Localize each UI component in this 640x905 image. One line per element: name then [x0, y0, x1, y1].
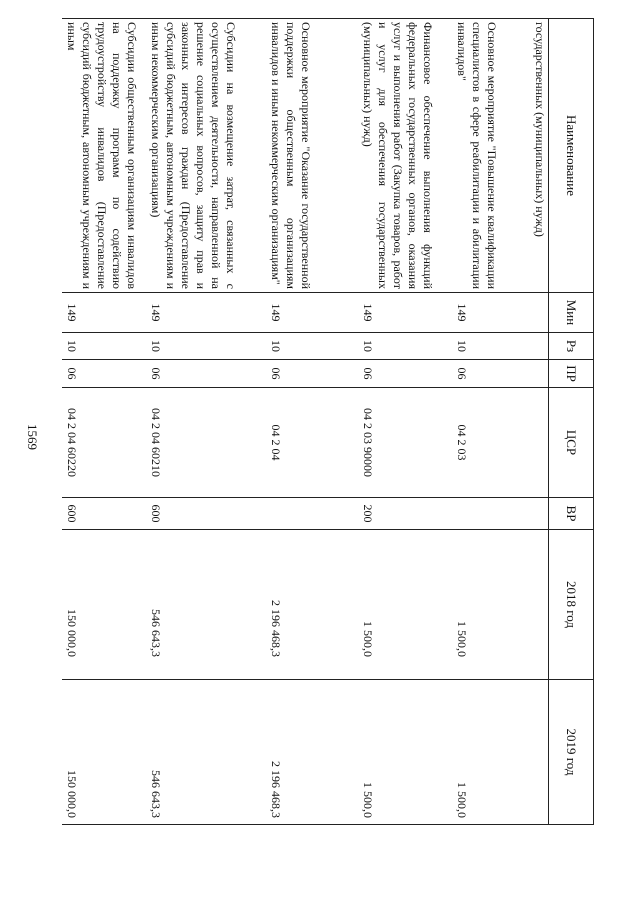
row-rz: 10	[266, 333, 358, 360]
row-2019: 1 500,0	[358, 680, 452, 825]
row-rz: 10	[452, 333, 530, 360]
header-name: Наименование	[549, 19, 594, 293]
row-2018: 150 000,0	[62, 530, 146, 680]
row-csr: 04 2 04 60210	[146, 388, 266, 498]
row-name: Субсидии общественным организациям инвалидов на поддержку программ по содействию трудоустройству инвалидов (Предоставление субсидий бюджетным, автономным учреждениям и иным	[62, 19, 146, 293]
row-pr: 06	[358, 360, 452, 388]
row-name: Основное мероприятие "Оказание государственной поддержки общественным организациям инвалидов и иным некоммерческим организациям"	[266, 19, 358, 293]
header-pr: ПР	[549, 360, 594, 388]
row-min: 149	[358, 293, 452, 333]
row-min: 149	[62, 293, 146, 333]
rotated-page	[42, 10, 600, 860]
row-2018: 1 500,0	[358, 530, 452, 680]
header-2019: 2019 год	[549, 680, 594, 825]
table-header-row	[549, 19, 594, 825]
row-name: Основное мероприятие "Повышение квалификации специалистов в сфере реабилитации и абилитации инвалидов"	[452, 19, 530, 293]
row-name: Субсидии на возмещение затрат, связанных с осуществлением деятельности, направленной на решение социальных вопросов, защиту прав и законных интересов граждан (Предоставление субсидий бюджетным, автономным учреждениям и иным некоммерческим организациям)	[146, 19, 266, 293]
row-vr	[266, 498, 358, 530]
row-min: 149	[266, 293, 358, 333]
row-vr: 200	[358, 498, 452, 530]
row-pr: 06	[62, 360, 146, 388]
table-row	[358, 19, 452, 825]
row-min: 149	[452, 293, 530, 333]
row-rz: 10	[146, 333, 266, 360]
row-2019: 150 000,0	[62, 680, 146, 825]
row-2019: 2 196 468,3	[266, 680, 358, 825]
row-2018: 1 500,0	[452, 530, 530, 680]
table-row	[452, 19, 530, 825]
row-min: 149	[146, 293, 266, 333]
continuation-text: государственных (муниципальных) нужд)	[530, 19, 549, 293]
row-csr: 04 2 03 90000	[358, 388, 452, 498]
header-min: Мин	[549, 293, 594, 333]
row-2018: 2 196 468,3	[266, 530, 358, 680]
row-2019: 1 500,0	[452, 680, 530, 825]
page-number: 1569	[25, 424, 40, 450]
header-rz: Рз	[549, 333, 594, 360]
row-rz: 10	[358, 333, 452, 360]
row-2019: 546 643,3	[146, 680, 266, 825]
row-2018: 546 643,3	[146, 530, 266, 680]
row-vr: 600	[146, 498, 266, 530]
row-name: Финансовое обеспечение выполнения функций федеральных государственных органов, оказания услуг и выполнения работ (Закупка товаров, работ и услуг для обеспечения государственных (муниципальных) нужд)	[358, 19, 452, 293]
row-csr: 04 2 03	[452, 388, 530, 498]
row-vr: 600	[62, 498, 146, 530]
budget-table	[62, 18, 594, 825]
continuation-row	[530, 19, 549, 825]
table-row	[62, 19, 146, 825]
row-vr	[452, 498, 530, 530]
table-row	[146, 19, 266, 825]
table-row	[266, 19, 358, 825]
row-csr: 04 2 04 60220	[62, 388, 146, 498]
row-pr: 06	[146, 360, 266, 388]
row-rz: 10	[62, 333, 146, 360]
row-csr: 04 2 04	[266, 388, 358, 498]
header-csr: ЦСР	[549, 388, 594, 498]
header-vr: ВР	[549, 498, 594, 530]
header-2018: 2018 год	[549, 530, 594, 680]
row-pr: 06	[266, 360, 358, 388]
row-pr: 06	[452, 360, 530, 388]
